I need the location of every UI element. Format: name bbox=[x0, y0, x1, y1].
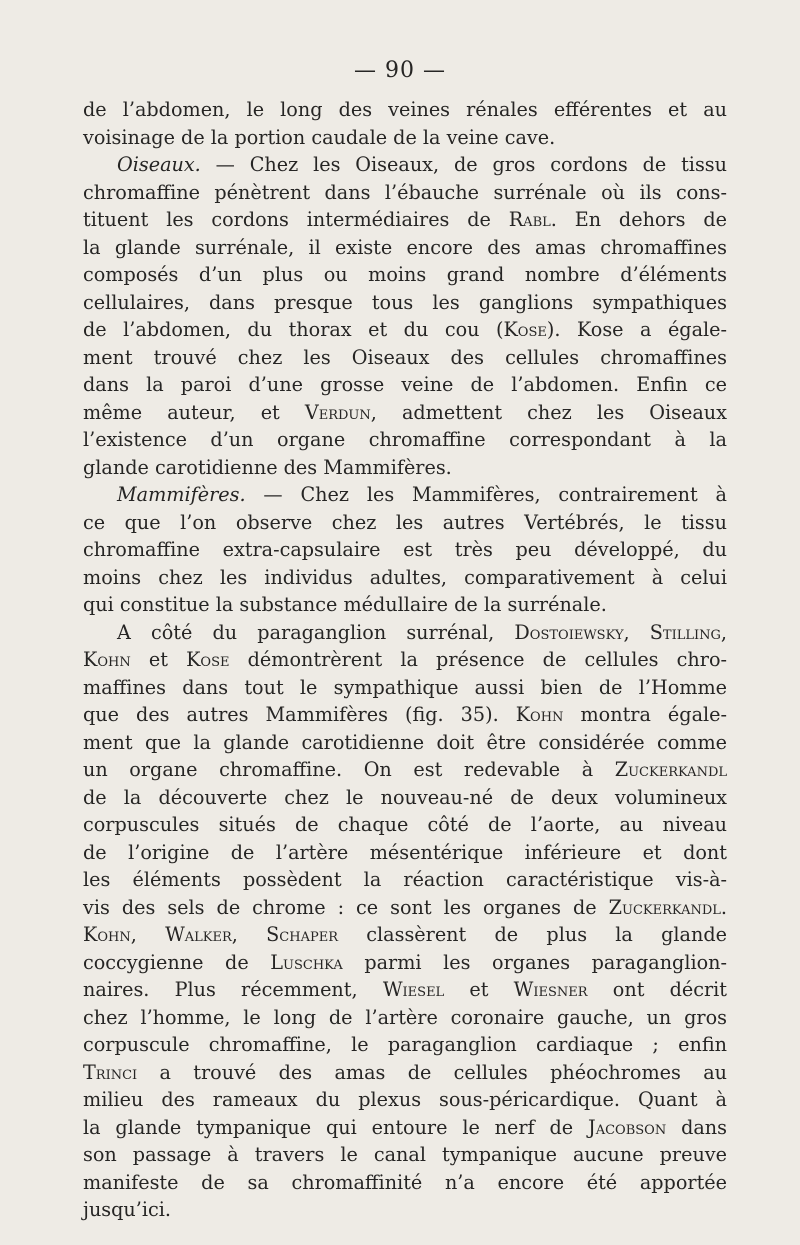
text-run: composés d’un plus ou moins grand nombre d’éléments bbox=[83, 263, 727, 286]
text-run: a trouvé des amas de cellules phéochromes au bbox=[137, 1060, 727, 1084]
text-run: , admettent chez les Oiseaux bbox=[370, 400, 727, 424]
text-run: de la découverte chez le nouveau-né de deux volumineux bbox=[83, 785, 727, 809]
text-run: et bbox=[130, 648, 187, 671]
text-line bbox=[83, 399, 727, 427]
text-line bbox=[83, 151, 727, 179]
text-run: glande carotidienne des Mammifères. bbox=[83, 455, 452, 479]
text-run: parmi les organes paraganglion- bbox=[342, 950, 728, 974]
text-line bbox=[83, 591, 727, 619]
author-name: Kohn, Walker, Schaper bbox=[83, 923, 339, 946]
text-line bbox=[83, 1004, 727, 1032]
text-line bbox=[83, 289, 727, 317]
text-line bbox=[83, 481, 727, 509]
text-line bbox=[83, 261, 727, 289]
text-run: . En dehors de bbox=[550, 208, 727, 231]
text-line bbox=[83, 894, 727, 922]
page-number: — 90 — bbox=[354, 58, 446, 83]
text-run: manifeste de sa chromaffinité n’a encore été apportée bbox=[83, 1170, 727, 1194]
text-line bbox=[83, 1141, 727, 1169]
text-line bbox=[83, 316, 727, 344]
text-run: chromaffine pénètrent dans l’ébauche surrénale où ils cons- bbox=[83, 180, 727, 204]
author-name: Zuckerkandl. bbox=[608, 895, 727, 919]
text-line bbox=[83, 509, 727, 537]
author-name: Wiesner bbox=[513, 978, 588, 1001]
text-line bbox=[83, 1059, 727, 1087]
text-run: un organe chromaffine. On est redevable à bbox=[83, 758, 615, 781]
text-run: corpuscule chromaffine, le paraganglion cardiaque ; enfin bbox=[83, 1033, 727, 1056]
author-name: Jacobson bbox=[588, 1115, 667, 1139]
text-run: moins chez les individus adultes, comparativement à celui bbox=[83, 565, 727, 589]
text-run: que des autres Mammifères (fig. 35). bbox=[83, 703, 516, 726]
text-line bbox=[83, 234, 727, 262]
text-run: tituent les cordons intermédiaires de bbox=[83, 208, 509, 231]
text-line bbox=[83, 674, 727, 702]
body-text bbox=[83, 96, 727, 1224]
text-line bbox=[83, 96, 727, 124]
text-run: son passage à travers le canal tympanique aucune preuve bbox=[83, 1143, 727, 1166]
text-run: la glande surrénale, il existe encore des amas chromaffines bbox=[83, 235, 727, 259]
text-line bbox=[83, 784, 727, 812]
text-line bbox=[83, 949, 727, 977]
author-name: Zuckerkandl bbox=[614, 758, 727, 781]
text-line bbox=[83, 1169, 727, 1197]
text-run: ce que l’on observe chez les autres Vertébrés, le tissu bbox=[83, 510, 727, 534]
text-run: voisinage de la portion caudale de la veine cave. bbox=[83, 125, 556, 149]
text-run: de l’origine de l’artère mésentérique inférieure et dont bbox=[83, 840, 727, 864]
text-line bbox=[83, 756, 727, 784]
text-run: chez l’homme, le long de l’artère coronaire gauche, un gros bbox=[83, 1005, 727, 1029]
text-run: qui constitue la substance médullaire de la surrénale. bbox=[83, 593, 607, 616]
text-run: jusqu’ici. bbox=[83, 1198, 172, 1221]
section-heading: Mammifères. bbox=[117, 483, 246, 506]
text-line bbox=[83, 536, 727, 564]
text-run: coccygienne de bbox=[83, 950, 271, 974]
text-line bbox=[83, 976, 727, 1004]
text-run: la glande tympanique qui entoure le nerf de bbox=[83, 1115, 589, 1139]
text-run: l’existence d’un organe chromaffine correspondant à la bbox=[83, 428, 727, 451]
text-run: dans bbox=[666, 1115, 727, 1139]
text-run: classèrent de plus la glande bbox=[338, 923, 727, 946]
text-run: maffines dans tout le sympathique aussi bien de l’Homme bbox=[83, 675, 727, 699]
author-name: Kose bbox=[186, 648, 230, 671]
text-line bbox=[83, 646, 727, 674]
text-line bbox=[83, 1196, 727, 1224]
text-run: chromaffine extra-capsulaire est très peu développé, du bbox=[83, 538, 727, 561]
text-run: A côté du paraganglion surrénal, bbox=[117, 620, 515, 644]
text-run: ment trouvé chez les Oiseaux des cellules chromaffines bbox=[83, 345, 727, 369]
text-run: montra égale- bbox=[563, 703, 727, 726]
text-line bbox=[83, 1086, 727, 1114]
author-name: Verdun bbox=[304, 400, 371, 424]
text-line bbox=[83, 179, 727, 207]
text-run: ). Kose a égale- bbox=[546, 318, 728, 341]
text-line bbox=[83, 811, 727, 839]
text-run: ment que la glande carotidienne doit être considérée comme bbox=[83, 730, 727, 754]
text-line bbox=[83, 701, 727, 729]
text-run: vis des sels de chrome : ce sont les organes de bbox=[83, 895, 609, 919]
text-run: même auteur, et bbox=[83, 400, 305, 424]
text-run: les éléments possèdent la réaction caractéristique vis-à- bbox=[83, 868, 727, 891]
text-run: naires. Plus récemment, bbox=[83, 978, 383, 1001]
author-name: Rabl bbox=[508, 208, 551, 231]
text-line bbox=[83, 1114, 727, 1142]
text-run: corpuscules situés de chaque côté de l’aorte, au niveau bbox=[83, 813, 727, 836]
text-line bbox=[83, 206, 727, 234]
text-line bbox=[83, 426, 727, 454]
author-name: Kose bbox=[503, 318, 547, 341]
author-name: Dostoiewsky, Stilling, bbox=[514, 620, 727, 644]
text-run: de l’abdomen, du thorax et du cou ( bbox=[83, 318, 504, 341]
author-name: Wiesel bbox=[382, 978, 445, 1001]
text-line bbox=[83, 344, 727, 372]
text-line bbox=[83, 729, 727, 757]
text-run: — Chez les Oiseaux, de gros cordons de tissu bbox=[200, 153, 727, 176]
text-run: milieu des rameaux du plexus sous-péricardique. Quant à bbox=[83, 1088, 727, 1111]
author-name: Luschka bbox=[270, 950, 343, 974]
text-run: dans la paroi d’une grosse veine de l’abdomen. Enfin ce bbox=[83, 373, 727, 396]
text-run: de l’abdomen, le long des veines rénales efférentes et au bbox=[83, 98, 727, 121]
text-line bbox=[83, 866, 727, 894]
text-line bbox=[83, 921, 727, 949]
text-line bbox=[83, 839, 727, 867]
text-run: démontrèrent la présence de cellules chro- bbox=[229, 648, 727, 671]
text-line bbox=[83, 1031, 727, 1059]
text-run: ont décrit bbox=[587, 978, 728, 1001]
section-heading: Oiseaux. bbox=[117, 153, 201, 176]
text-line bbox=[83, 371, 727, 399]
text-line bbox=[83, 454, 727, 482]
text-line bbox=[83, 124, 727, 152]
author-name: Kohn bbox=[83, 648, 131, 671]
author-name: Trinci bbox=[83, 1060, 138, 1084]
text-run: — Chez les Mammifères, contrairement à bbox=[245, 483, 727, 506]
author-name: Kohn bbox=[515, 703, 564, 726]
text-line bbox=[83, 564, 727, 592]
text-run: cellulaires, dans presque tous les ganglions sympathiques bbox=[83, 290, 727, 314]
text-run: et bbox=[444, 978, 514, 1001]
text-line bbox=[83, 619, 727, 647]
